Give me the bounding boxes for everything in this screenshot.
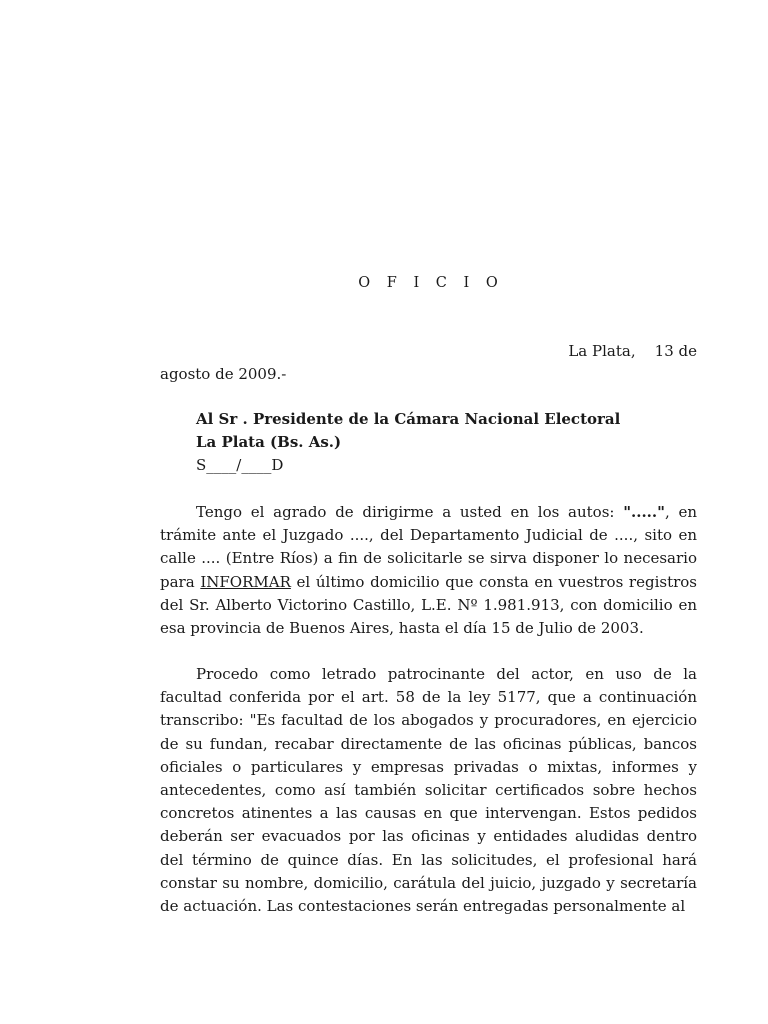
date-line-2: agosto de 2009.- [160, 365, 287, 383]
addressee-line-2: La Plata (Bs. As.) [196, 433, 342, 451]
paragraph-1 [160, 501, 697, 640]
date-line-1: La Plata, 13 de [568, 342, 697, 360]
date-block [160, 340, 697, 386]
addressee-block [196, 408, 620, 477]
paragraph-2: Procedo como letrado patrocinante del actor, en uso de la facultad conferida por el art. 58 de la ley 5177, que a continuación transcribo: "Es facultad de los abogados y procuradores, en ejercicio de su fundan, recabar directamente de las oficinas públicas, bancos oficiales o particulares y empresas privadas o mixtas, informes y antecedentes, como así también solicitar certificados sobre hechos concretos atinentes a las causas en que intervengan. Estos pedidos deberán ser evacuados por las oficinas y entidades aludidas dentro del término de quince días. En las solicitudes, el profesional hará constar su nombre, domicilio, carátula del juicio, juzgado y secretaría de actuación. Las contestaciones serán entregadas personalmente al [160, 665, 697, 916]
informar-underlined: INFORMAR [200, 572, 291, 591]
title-text: O F I C I O [358, 275, 504, 291]
autos-placeholder: "....." [623, 503, 665, 521]
document-title [0, 275, 768, 291]
addressee-line-3: S____/____D [196, 456, 284, 474]
paragraph-1-part-b: , en trámite ante el Juzgado ...., del Departamento Judicial de ...., sito en calle .... (Entre Ríos) a fin de solicitarle se sirva disponer lo necesario para [160, 503, 697, 591]
paragraph-1-part-a: Tengo el agrado de dirigirme a usted en los autos: [196, 503, 624, 521]
paragraph-1-part-c: el último domicilio que consta en vuestros registros del Sr. Alberto Victorino Castillo, L.E. Nº 1.981.913, con domicilio en esa provincia de Buenos Aires, hasta el día 15 de Julio de 2003. [160, 572, 697, 638]
addressee-line-1: Al Sr . Presidente de la Cámara Nacional Electoral [196, 410, 621, 428]
